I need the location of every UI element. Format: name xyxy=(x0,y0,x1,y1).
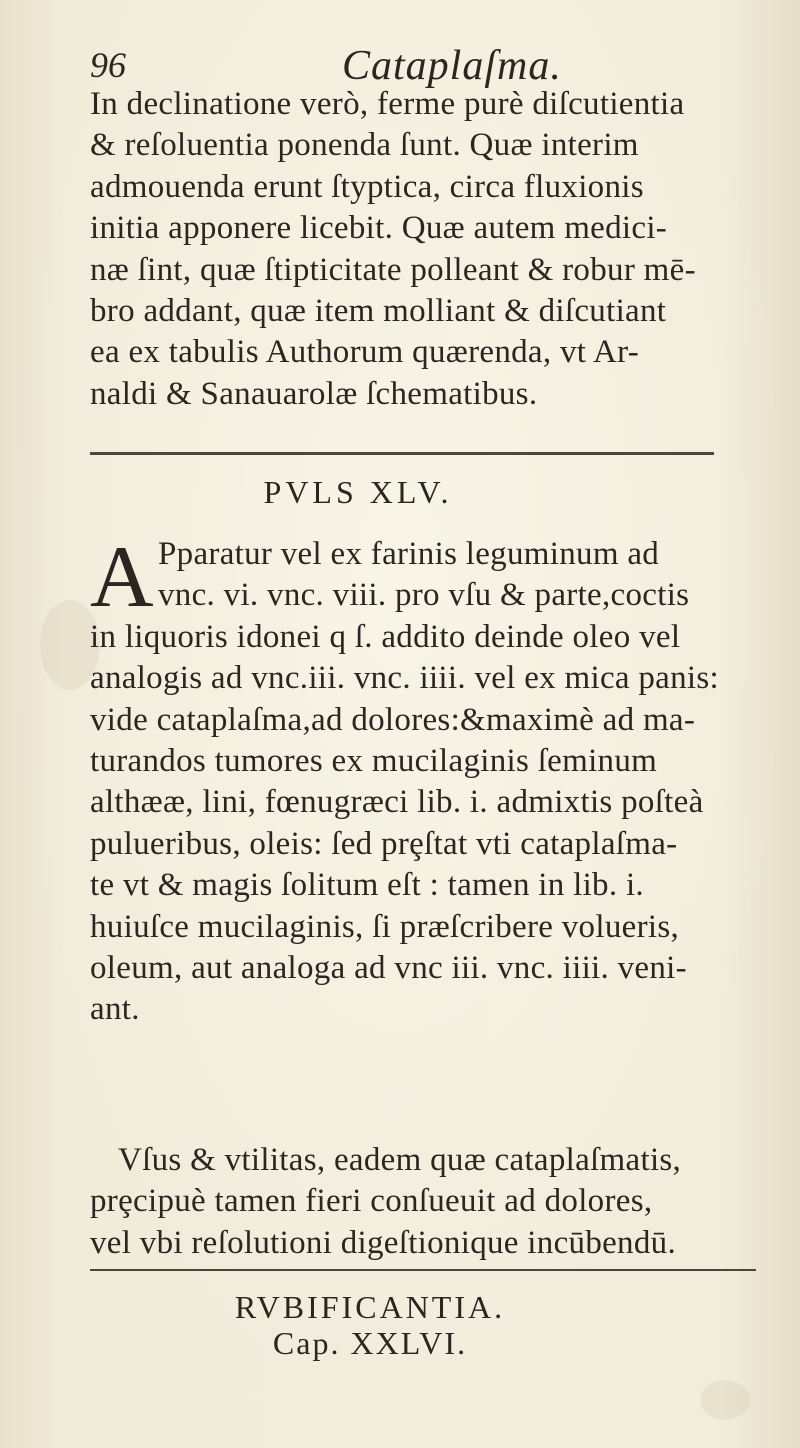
text-line: & reſoluentia ponenda ſunt. Quæ interim xyxy=(90,127,639,164)
text-line: initia apponere licebit. Quæ autem medici- xyxy=(90,210,668,247)
text-line: vel vbi reſolutioni digeſtionique incūbendū. xyxy=(90,1224,677,1261)
text-line: vnc. vi. vnc. viii. pro vſu & parte,coctis xyxy=(158,577,690,614)
section-heading-puls: PVLS XLV. xyxy=(263,474,453,510)
text-line: huiuſce mucilaginis, ſi præſcribere volueris, xyxy=(90,908,680,945)
section-divider xyxy=(90,1269,756,1271)
text-line: In declinatione verò, ferme purè diſcutientia xyxy=(90,86,685,122)
text-line: althææ, lini, fœnugræci lib. i. admixtis poſteà xyxy=(90,784,704,821)
text-line: naldi & Sanauarolæ ſchematibus. xyxy=(90,375,538,412)
text-line: ant. xyxy=(90,991,140,1028)
text-line: turandos tumores ex mucilaginis ſeminum xyxy=(90,743,658,780)
text-line: analogis ad vnc.iii. vnc. iiii. vel ex mica panis: xyxy=(90,660,720,697)
paragraph-puls xyxy=(90,529,760,1031)
page-number: 96 xyxy=(90,45,126,85)
text-line: te vt & magis ſolitum eſt : tamen in lib. i. xyxy=(90,867,644,904)
text-line: ea ex tabulis Authorum quærenda, vt Ar- xyxy=(90,334,640,371)
text-line: næ ſint, quæ ſtipticitate polleant & robur mē- xyxy=(90,251,696,288)
section-divider xyxy=(90,452,714,455)
text-line: in liquoris idonei q ſ. addito deinde oleo vel xyxy=(90,618,681,655)
text-line: pulueribus, oleis: ſed prȩſtat vti cataplaſma- xyxy=(90,825,678,862)
drop-cap: A xyxy=(90,529,154,626)
paragraph-declinatione xyxy=(90,84,760,415)
running-title: Cataplaſma. xyxy=(342,43,562,89)
paper-stain xyxy=(700,1380,750,1420)
text-line: Vſus & vtilitas, eadem quæ cataplaſmatis, xyxy=(118,1142,682,1178)
text-line: bro addant, quæ item molliant & diſcutiant xyxy=(90,293,667,330)
text-line: vide cataplaſma,ad dolores:&maximè ad ma- xyxy=(90,701,696,738)
text-line: admouenda erunt ſtyptica, circa fluxionis xyxy=(90,168,644,205)
text-line: Pparatur vel ex farinis leguminum ad xyxy=(158,536,660,572)
chapter-label: Cap. XXLVI. xyxy=(272,1325,468,1361)
paragraph-vsus xyxy=(90,1140,760,1264)
text-line: prȩcipuè tamen fieri conſueuit ad dolores, xyxy=(90,1183,653,1220)
text-line: oleum, aut analoga ad vnc iii. vnc. iiii. veni- xyxy=(90,950,687,987)
section-heading-rubificantia: RVBIFICANTIA. xyxy=(234,1289,506,1325)
